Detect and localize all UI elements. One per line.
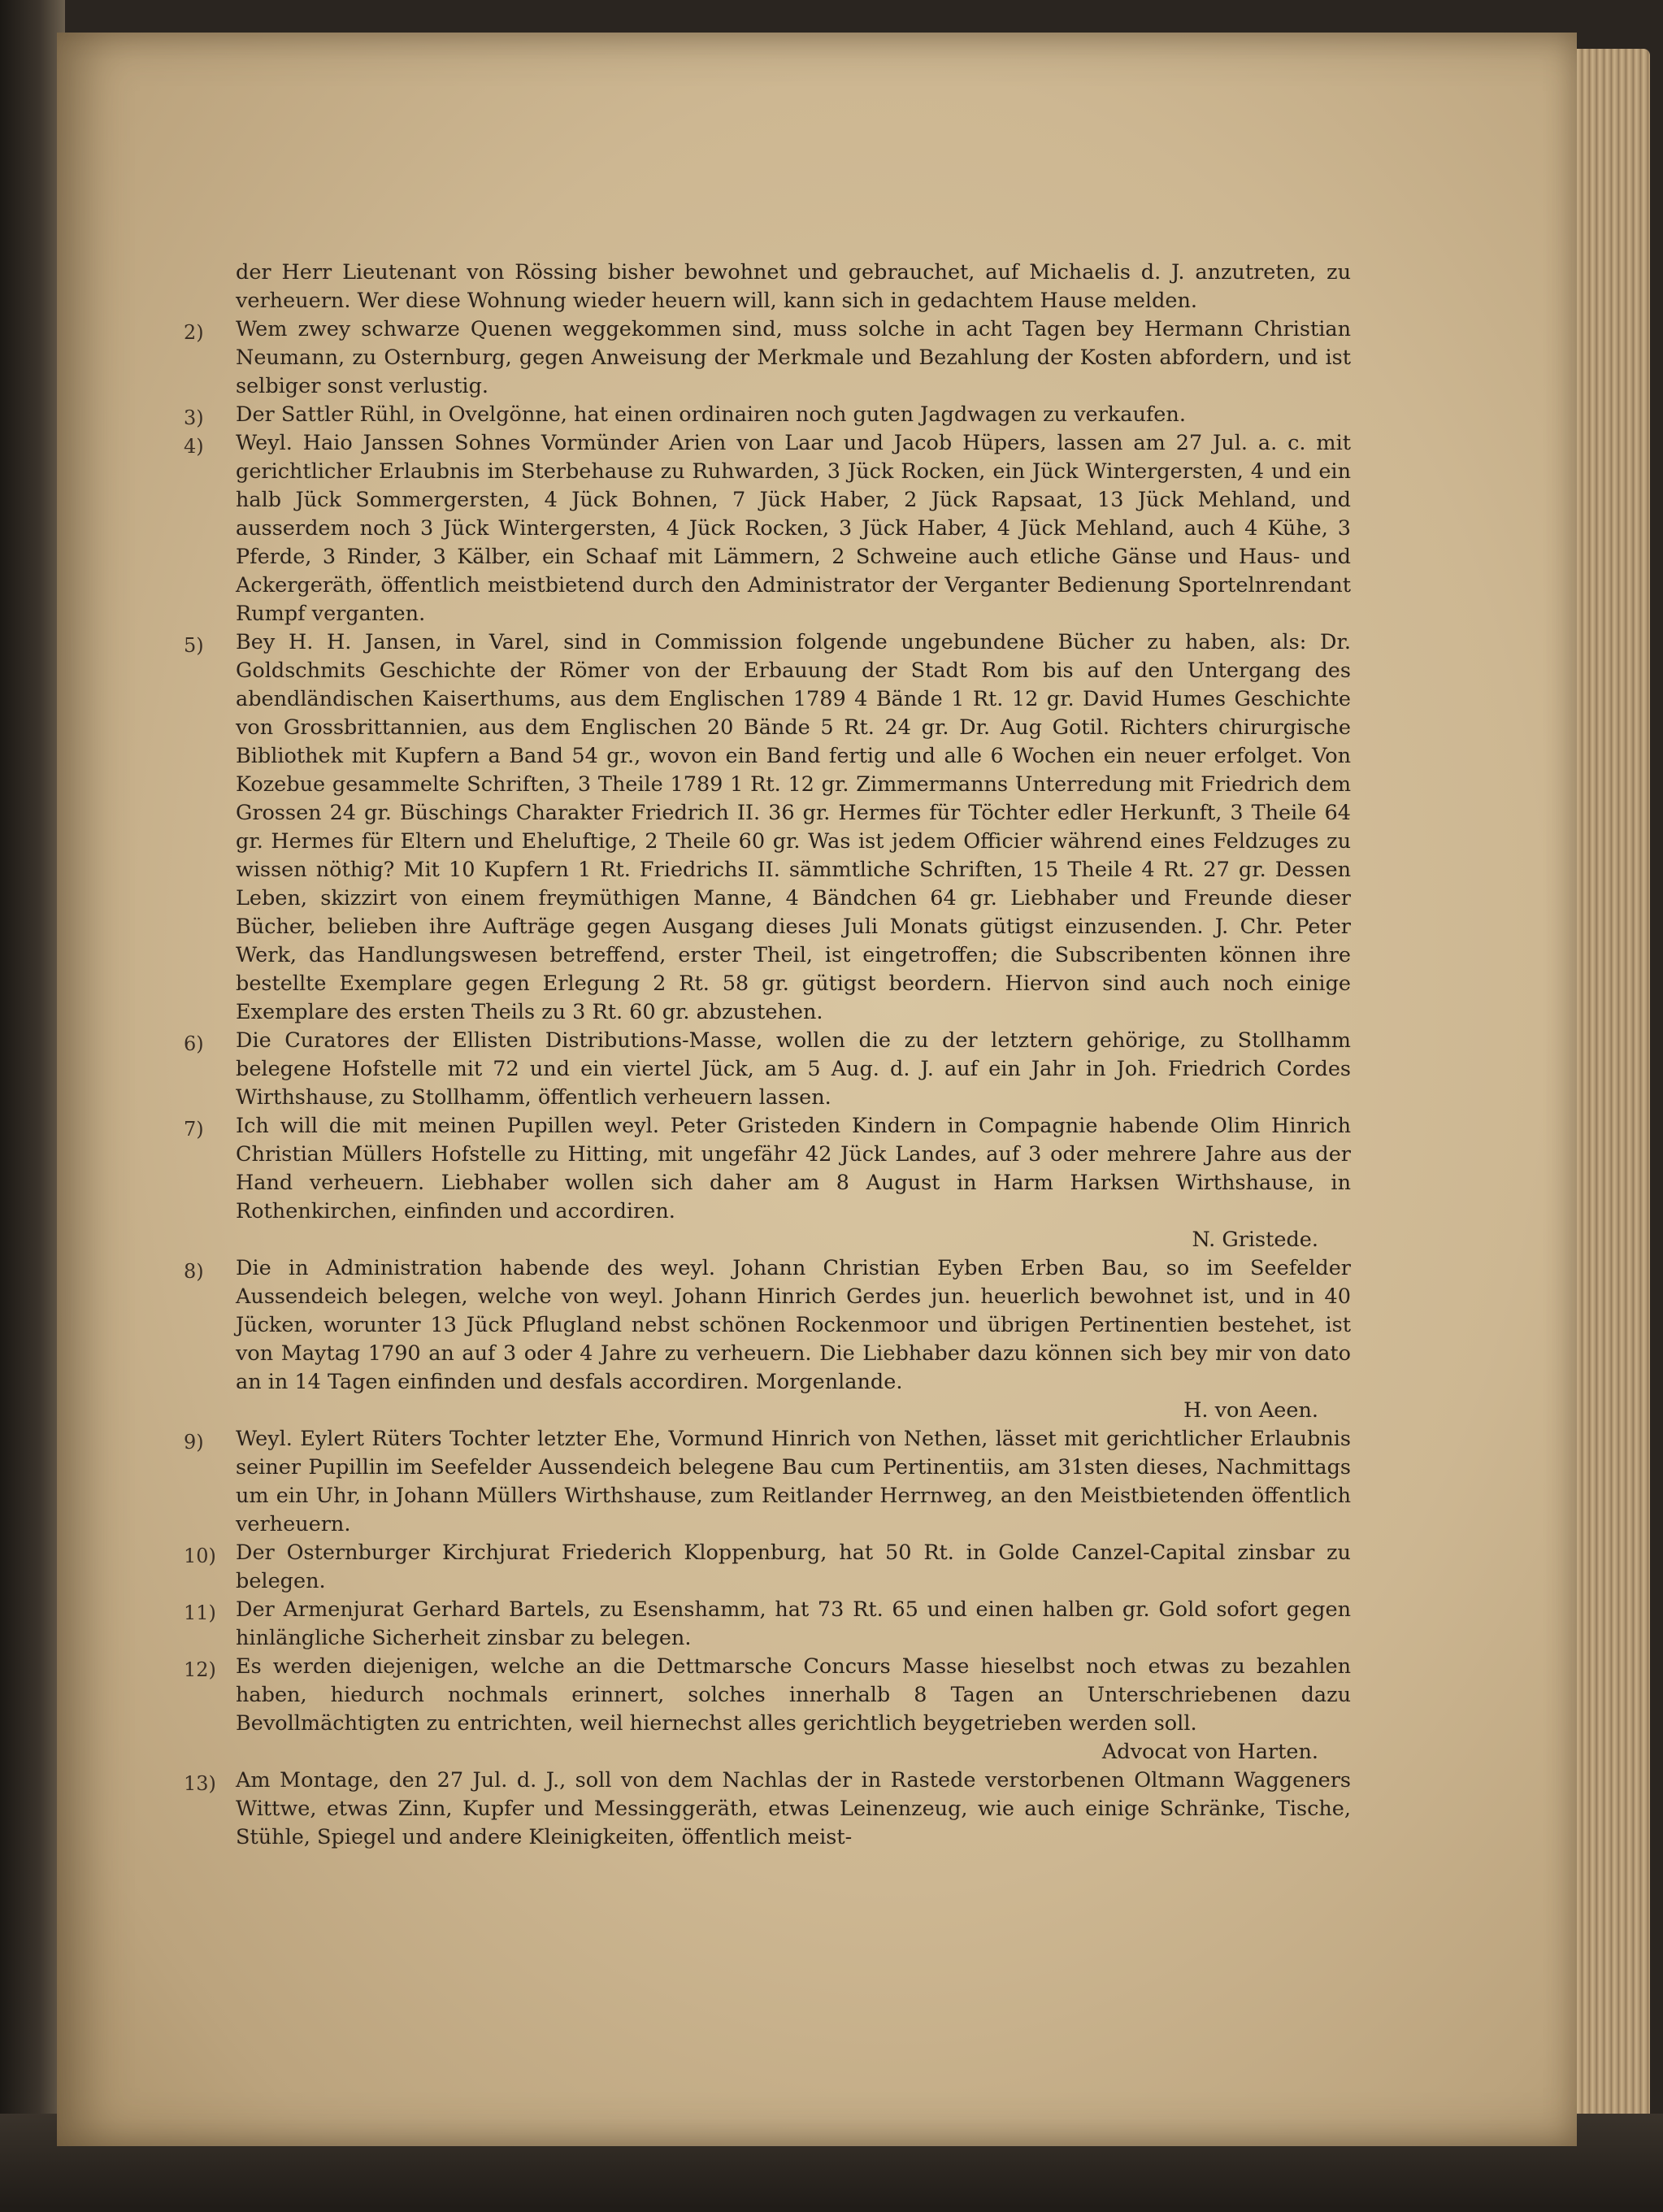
- entry-text: Der Armenjurat Gerhard Bartels, zu Esenshamm, hat 73 Rt. 65 und einen halben gr. Gold sofort gegen hinlängliche Sicherheit zinsbar zu belegen.: [236, 1597, 1351, 1650]
- entry-number: 10): [184, 1545, 216, 1567]
- entry-text: Der Osternburger Kirchjurat Friederich Kloppenburg, hat 50 Rt. in Golde Canzel-Capital zinsbar zu belegen.: [236, 1541, 1351, 1593]
- entry-text: Bey H. H. Jansen, in Varel, sind in Commission folgende ungebundene Bücher zu haben, als: Dr. Goldschmits Geschichte der Römer von der Erbauung der Stadt Rom bis auf den Untergang des abendländischen Kaiserthums, aus dem Englischen 1789 4 Bände 1 Rt. 12 gr. David Humes Geschichte von Grossbrittannien, aus dem Englischen 20 Bände 5 Rt. 24 gr. Dr. Aug Gotil. Richters chirurgische Bibliothek mit Kupfern a Band 54 gr., wovon ein Band fertig und alle 6 Wochen ein neuer erfolget. Von Kozebue gesammelte Schriften, 3 Theile 1789 1 Rt. 12 gr. Zimmermanns Unterredung mit Friedrich dem Grossen 24 gr. Büschings Charakter Friedrich II. 36 gr. Hermes für Töchter edler Herkunft, 3 Theile 64 gr. Hermes für Eltern und Eheluftige, 2 Theile 60 gr. Was ist jedem Officier während eines Feldzuges zu wissen nöthig? Mit 10 Kupfern 1 Rt. Friedrichs II. sämmtliche Schriften, 15 Theile 4 Rt. 27 gr. Dessen Leben, skizzirt von einem freymüthigen Manne, 4 Bändchen 64 gr. Liebhaber und Freunde dieser Bücher, belieben ihre Aufträge gegen Ausgang dieses Juli Monats gütigst einzusenden. J. Chr. Peter Werk, das Handlungswesen betreffend, erster Theil, ist eingetroffen; die Subscribenten können ihre bestellte Exemplare gegen Erlegung 2 Rt. 58 gr. gütigst beordern. Hiervon sind auch noch einige Exemplare des ersten Theils zu 3 Rt. 60 gr. abzustehen.: [236, 630, 1351, 1024]
- list-item: [184, 401, 1351, 429]
- list-item: [184, 1254, 1351, 1425]
- entry-number: 12): [184, 1658, 216, 1681]
- entry-text: Der Sattler Rühl, in Ovelgönne, hat einen ordinairen noch guten Jagdwagen zu verkaufen.: [236, 402, 1186, 427]
- list-item: [184, 1425, 1351, 1539]
- entry-number: 7): [184, 1118, 204, 1141]
- intro-paragraph: der Herr Lieutenant von Rössing bisher bewohnet und gebrauchet, auf Michaelis d. J. anzutreten, zu verheuern. Wer diese Wohnung wieder heuern will, kann sich in gedachtem Hause melden.: [236, 260, 1351, 313]
- entry-signature: Advocat von Harten.: [1101, 1740, 1318, 1764]
- list-item: [184, 1027, 1351, 1112]
- entry-list: [184, 315, 1351, 1852]
- page-text: [184, 259, 1351, 1852]
- entry-text: Es werden diejenigen, welche an die Dettmarsche Concurs Masse hieselbst noch etwas zu bezahlen haben, hiedurch nochmals erinnert, solches innerhalb 8 Tagen an Unterschriebenen dazu Bevollmächtigten zu entrichten, weil hiernechst alles gerichtlich beygetrieben werden soll.: [236, 1654, 1351, 1736]
- entry-number: 13): [184, 1772, 216, 1795]
- list-item: [184, 1539, 1351, 1596]
- list-item: [184, 1596, 1351, 1653]
- list-item: [184, 429, 1351, 628]
- entry-text: Weyl. Haio Janssen Sohnes Vormünder Arien von Laar und Jacob Hüpers, lassen am 27 Jul. a. c. mit gerichtlicher Erlaubnis im Sterbehause zu Ruhwarden, 3 Jück Rocken, ein Jück Wintergersten, 4 und ein halb Jück Sommergersten, 4 Jück Bohnen, 7 Jück Haber, 2 Jück Rapsaat, 13 Jück Mehland, und ausserdem noch 3 Jück Wintergersten, 4 Jück Rocken, 3 Jück Haber, 4 Jück Mehland, auch 4 Kühe, 3 Pferde, 3 Rinder, 3 Kälber, ein Schaaf mit Lämmern, 2 Schweine auch etliche Gänse und Haus- und Ackergeräth, öffentlich meistbietend durch den Administrator der Verganter Bedienung Sportelnrendant Rumpf verganten.: [236, 431, 1351, 626]
- entry-number: 5): [184, 634, 204, 657]
- entry-text: Am Montage, den 27 Jul. d. J., soll von dem Nachlas der in Rastede verstorbenen Oltmann Waggeners Wittwe, etwas Zinn, Kupfer und Messinggeräth, etwas Leinenzeug, wie auch einige Schränke, Tische, Stühle, Spiegel und andere Kleinigkeiten, öffentlich meist-: [236, 1768, 1351, 1849]
- binding-gutter: [0, 0, 65, 2212]
- list-item: [184, 315, 1351, 401]
- entry-number: 9): [184, 1431, 204, 1454]
- entry-text: Die Curatores der Ellisten Distributions-Masse, wollen die zu der letztern gehörige, zu Stollhamm belegene Hofstelle mit 72 und ein viertel Jück, am 5 Aug. d. J. auf ein Jahr in Joh. Friedrich Cordes Wirthshause, zu Stollhamm, öffentlich verheuern lassen.: [236, 1028, 1351, 1110]
- entry-number: 4): [184, 435, 204, 458]
- entry-text: Die in Administration habende des weyl. Johann Christian Eyben Erben Bau, so im Seefelder Aussendeich belegen, welche von weyl. Johann Hinrich Gerdes jun. heuerlich bewohnet ist, und in 40 Jücken, worunter 13 Jück Pflugland nebst schönen Rockenmoor und übrigen Pertinentien bestehet, ist von Maytag 1790 an auf 3 oder 4 Jahre zu verheuern. Die Liebhaber dazu können sich bey mir von dato an in 14 Tagen einfinden und desfals accordiren. Morgenlande.: [236, 1256, 1351, 1394]
- list-item: [184, 1112, 1351, 1254]
- entry-number: 8): [184, 1260, 204, 1283]
- entry-number: 11): [184, 1601, 216, 1624]
- list-item: [184, 1653, 1351, 1767]
- entry-text: Weyl. Eylert Rüters Tochter letzter Ehe, Vormund Hinrich von Nethen, lässet mit gerichtlicher Erlaubnis seiner Pupillin im Seefelder Aussendeich belegene Bau cum Pertinentiis, am 31sten dieses, Nachmittags um ein Uhr, in Johann Müllers Wirthshause, zum Reitlander Herrnweg, an den Meistbietenden öffentlich verheuern.: [236, 1427, 1351, 1536]
- entry-number: 6): [184, 1032, 204, 1055]
- entry-text: Wem zwey schwarze Quenen weggekommen sind, muss solche in acht Tagen bey Hermann Christian Neumann, zu Osternburg, gegen Anweisung der Merkmale und Bezahlung der Kosten abfordern, und ist selbiger sonst verlustig.: [236, 317, 1351, 398]
- entry-signature: N. Gristede.: [1192, 1228, 1318, 1252]
- list-item: [184, 1767, 1351, 1852]
- entry-text: Ich will die mit meinen Pupillen weyl. Peter Gristeden Kindern in Compagnie habende Olim Hinrich Christian Müllers Hofstelle zu Hitting, mit ungefähr 42 Jück Landes, auf 3 oder mehrere Jahre aus der Hand verheuern. Liebhaber wollen sich daher am 8 August in Harm Harksen Wirthshause, in Rothenkirchen, einfinden und accordiren.: [236, 1114, 1351, 1223]
- list-item: [184, 628, 1351, 1027]
- entry-number: 3): [184, 406, 204, 429]
- entry-number: 2): [184, 321, 204, 344]
- entry-signature: H. von Aeen.: [1183, 1398, 1318, 1423]
